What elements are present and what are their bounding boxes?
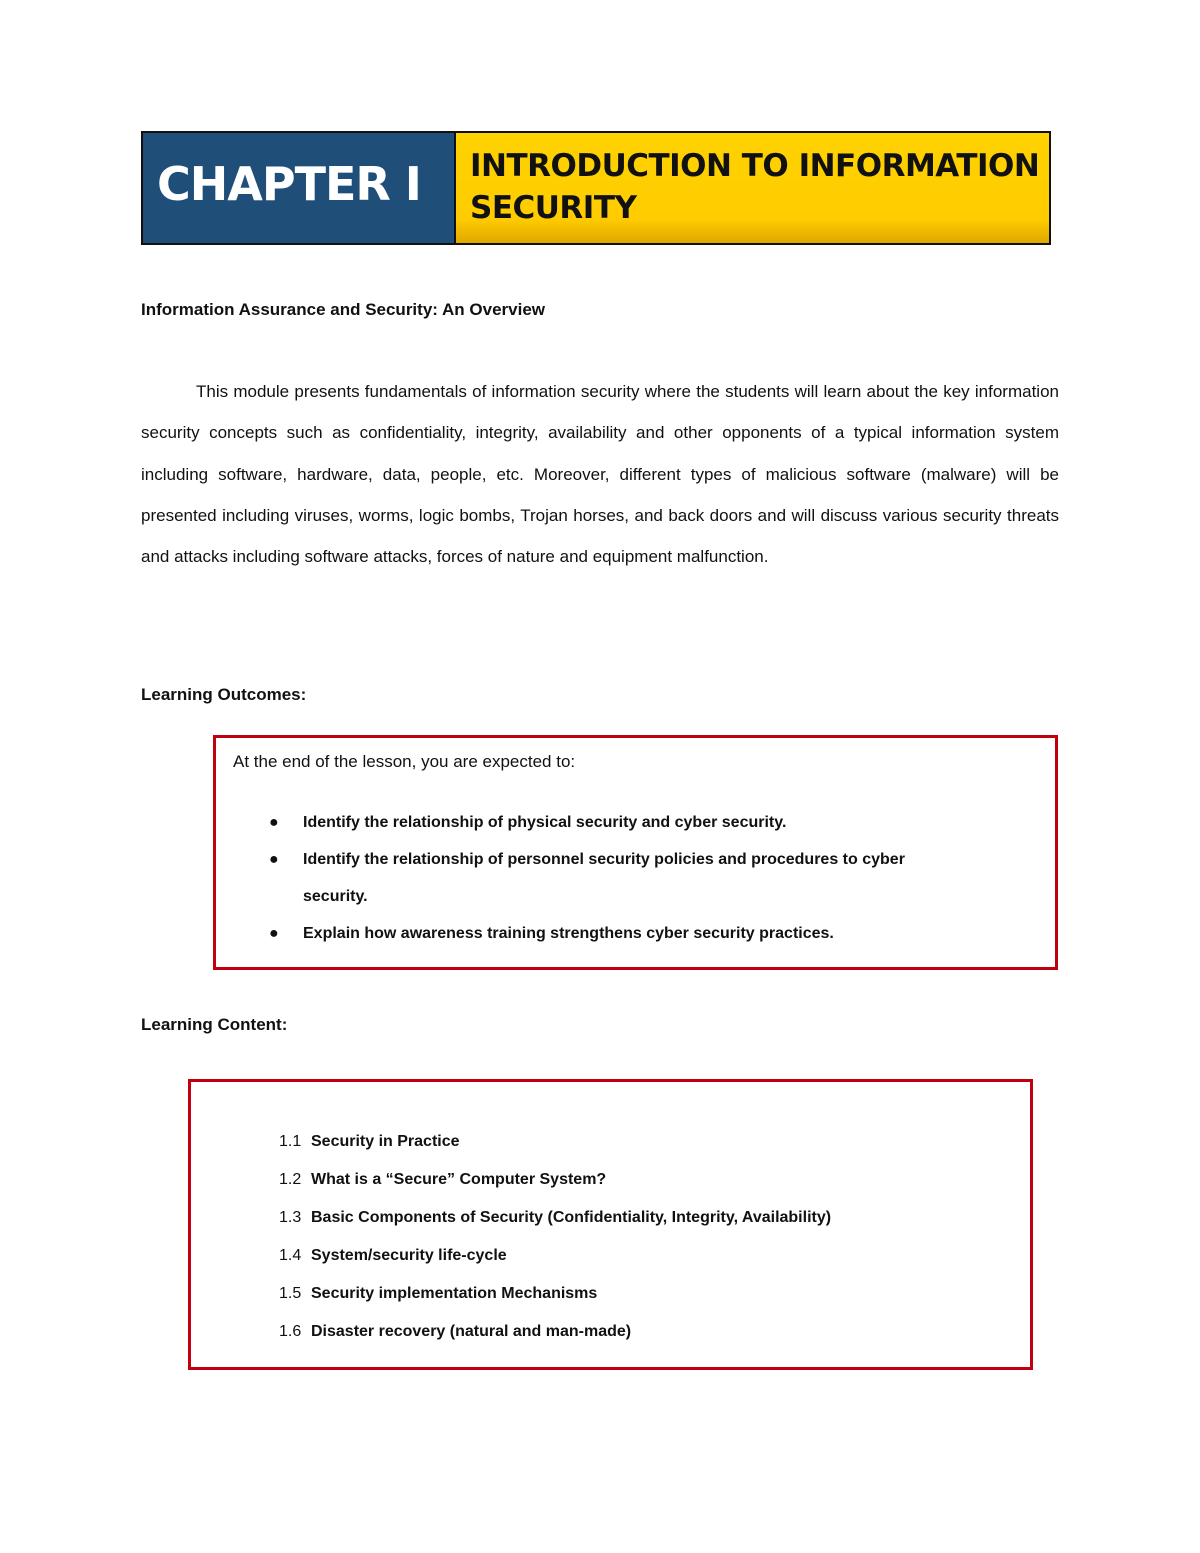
item-text: System/security life-cycle bbox=[311, 1247, 507, 1264]
list-item bbox=[279, 1161, 831, 1199]
item-text: Basic Components of Security (Confidentiality, Integrity, Availability) bbox=[311, 1209, 832, 1226]
list-item bbox=[279, 1275, 831, 1313]
outcome-text: Explain how awareness training strengthens cyber security practices. bbox=[303, 925, 834, 942]
outcomes-lead: At the end of the lesson, you are expected to: bbox=[233, 752, 576, 771]
bullet-icon: ● bbox=[269, 925, 279, 942]
item-text: Security in Practice bbox=[311, 1133, 460, 1150]
list-item bbox=[279, 1313, 831, 1351]
chapter-label-panel bbox=[143, 133, 456, 243]
learning-content-box bbox=[188, 1079, 1033, 1370]
item-number: 1.1 bbox=[279, 1133, 302, 1150]
learning-outcomes-box bbox=[213, 735, 1058, 970]
list-item bbox=[233, 915, 933, 952]
item-text: Disaster recovery (natural and man-made) bbox=[311, 1323, 632, 1340]
item-text: Security implementation Mechanisms bbox=[311, 1285, 598, 1302]
outcome-text: Identify the relationship of personnel security policies and procedures to cyber security. bbox=[303, 851, 905, 905]
bullet-icon: ● bbox=[269, 814, 279, 831]
outcome-text: Identify the relationship of physical security and cyber security. bbox=[303, 814, 787, 831]
learning-outcomes-heading: Learning Outcomes: bbox=[141, 685, 307, 704]
chapter-banner bbox=[141, 131, 1051, 245]
item-number: 1.4 bbox=[279, 1247, 302, 1264]
list-item bbox=[279, 1237, 831, 1275]
list-item bbox=[233, 804, 933, 841]
chapter-label: CHAPTER I bbox=[157, 157, 421, 211]
content-list bbox=[279, 1123, 831, 1351]
item-number: 1.5 bbox=[279, 1285, 302, 1302]
chapter-title-line-1: INTRODUCTION TO INFORMATION bbox=[470, 148, 1040, 184]
item-number: 1.6 bbox=[279, 1323, 302, 1340]
chapter-title-panel bbox=[456, 133, 1049, 243]
chapter-title-line-2: SECURITY bbox=[470, 190, 637, 226]
list-item bbox=[233, 841, 933, 915]
overview-paragraph: This module presents fundamentals of information security where the students will learn about the key information security concepts such as confidentiality, integrity, availability and other opponents of a typical information system including software, hardware, data, people, etc. Moreover, different types of malicious software (malware) will be presented including viruses, worms, logic bombs, Trojan horses, and back doors and will discuss various security threats and attacks including software attacks, forces of nature and equipment malfunction. bbox=[141, 382, 1059, 567]
list-item bbox=[279, 1123, 831, 1161]
item-number: 1.3 bbox=[279, 1209, 302, 1226]
overview-heading: Information Assurance and Security: An Overview bbox=[141, 300, 546, 319]
item-number: 1.2 bbox=[279, 1171, 302, 1188]
learning-content-heading: Learning Content: bbox=[141, 1015, 288, 1034]
list-item bbox=[279, 1199, 831, 1237]
outcomes-list bbox=[233, 804, 933, 952]
bullet-icon: ● bbox=[269, 851, 279, 868]
item-text: What is a “Secure” Computer System? bbox=[311, 1171, 607, 1188]
